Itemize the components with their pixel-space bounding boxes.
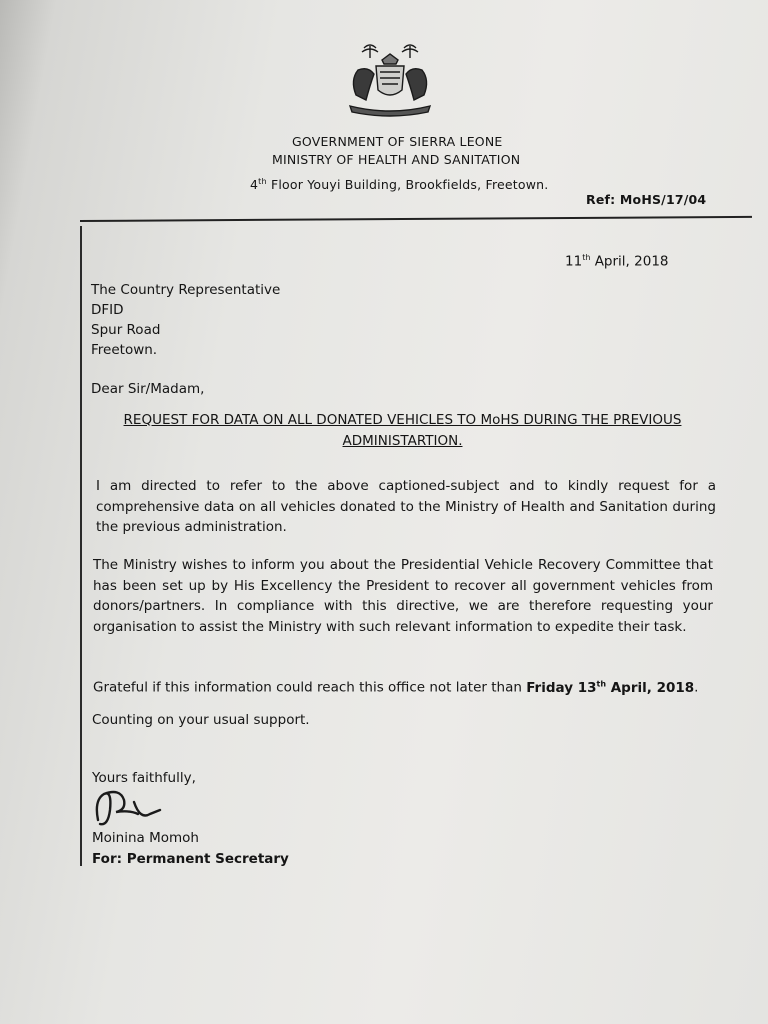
reference-number: Ref: MoHS/17/04 — [586, 192, 707, 207]
deadline-paragraph: Grateful if this information could reach this office not later than Friday 13th April, 2018. — [93, 679, 699, 696]
government-heading: GOVERNMENT OF SIERRA LEONE — [292, 134, 503, 149]
signatory-name: Moinina Momoh — [92, 830, 199, 846]
recipient-line: DFID — [91, 302, 124, 318]
ministry-heading: MINISTRY OF HEALTH AND SANITATION — [272, 152, 521, 167]
closing-line: Yours faithfully, — [92, 770, 196, 786]
body-paragraph-2: The Ministry wishes to inform you about the Presidential Vehicle Recovery Committee that has been set up by His Excellency the President to recover all government vehicles from donors/partners. In compliance with this directive, we are therefore requesting your organisation to assist the Ministry with such relevant information to expedite their task. — [93, 557, 713, 635]
recipient-line: The Country Representative — [91, 282, 281, 298]
header-rule — [80, 216, 752, 222]
signatory-role: For: Permanent Secretary — [92, 851, 289, 867]
support-line: Counting on your usual support. — [92, 712, 310, 728]
ministry-address: 4th Floor Youyi Building, Brookfields, Freetown. — [250, 177, 549, 193]
recipient-line: Spur Road — [91, 322, 161, 338]
letter-subject: REQUEST FOR DATA ON ALL DONATED VEHICLES TO MoHS DURING THE PREVIOUS ADMINISTARTION. — [123, 412, 682, 449]
salutation: Dear Sir/Madam, — [91, 381, 205, 397]
recipient-line: Freetown. — [91, 342, 158, 358]
coat-of-arms-seal — [340, 40, 440, 120]
letter-date: 11th April, 2018 — [565, 253, 669, 270]
margin-rule — [80, 226, 82, 866]
body-paragraph-1: I am directed to refer to the above captioned-subject and to kindly request for a comprehensive data on all vehicles donated to the Ministry of Health and Sanitation during the previous administration. — [96, 478, 716, 535]
